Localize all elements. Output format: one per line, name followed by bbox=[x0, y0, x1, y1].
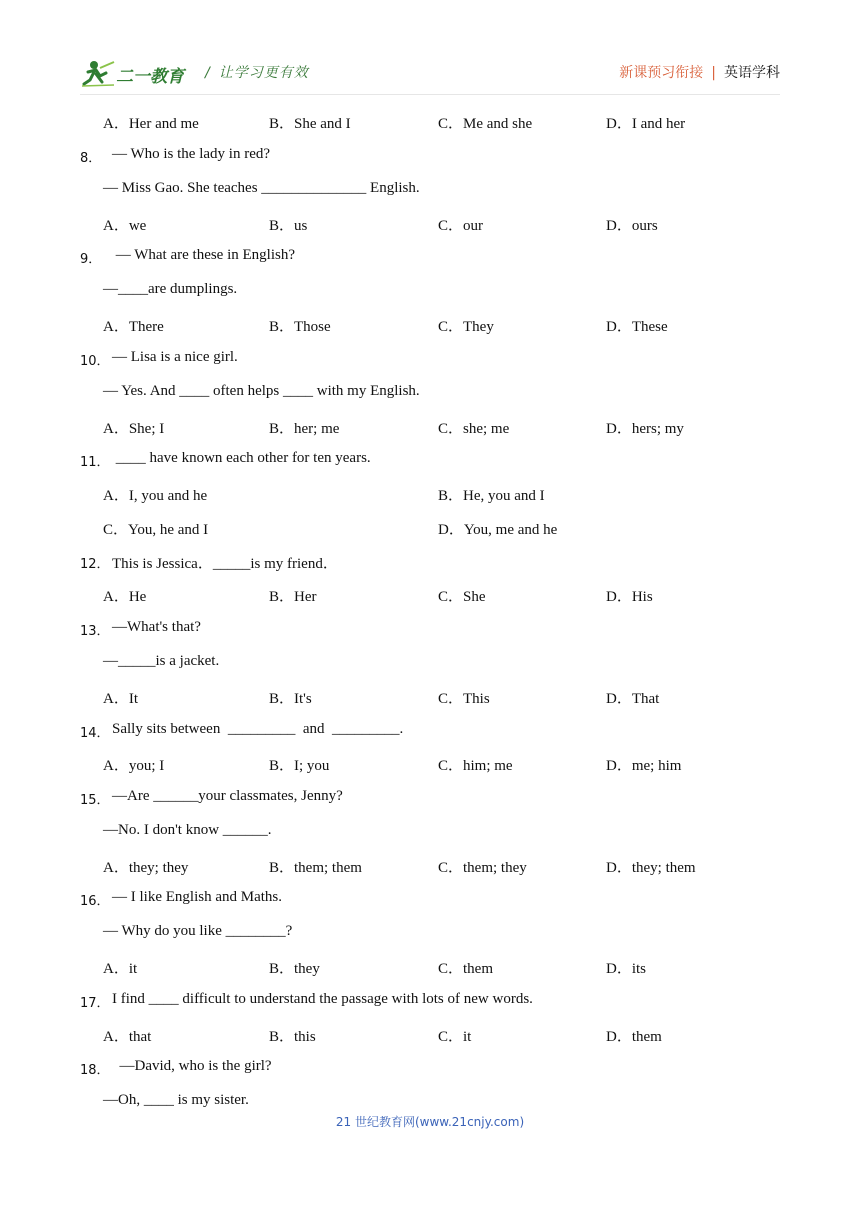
answer-option-c[interactable]: C．him; me bbox=[438, 758, 513, 774]
answer-option-c[interactable]: C．They bbox=[438, 319, 494, 335]
answer-option-b[interactable]: B．I; you bbox=[269, 758, 330, 774]
answer-option-b[interactable]: B．He, you and I bbox=[438, 488, 545, 504]
question-stem: This is Jessica．_____is my friend． bbox=[112, 556, 338, 572]
answer-option-a[interactable]: A．it bbox=[103, 961, 138, 977]
question-stem: — I like English and Maths. bbox=[112, 889, 282, 905]
question-stem: —What's that? bbox=[112, 619, 201, 635]
answer-option-d[interactable]: D．These bbox=[606, 319, 668, 335]
answer-option-a[interactable]: A．It bbox=[103, 691, 138, 707]
answer-option-a[interactable]: A．He bbox=[103, 589, 147, 605]
answer-option-c[interactable]: C．them; they bbox=[438, 860, 527, 876]
question-stem-continued: —No. I don't know ______. bbox=[103, 822, 272, 838]
page-header bbox=[80, 54, 780, 90]
logo-text: 二一教育 bbox=[116, 67, 184, 87]
answer-option-d[interactable]: D．That bbox=[606, 691, 660, 707]
question-stem-continued: — Miss Gao. She teaches ______________ English. bbox=[103, 180, 420, 196]
slogan: / 让学习更有效 bbox=[205, 65, 309, 81]
answer-option-c[interactable]: C．You, he and I bbox=[103, 522, 209, 538]
answer-option-d[interactable]: D．ours bbox=[606, 218, 658, 234]
question-number: 17． bbox=[80, 996, 110, 1011]
answer-option-d[interactable]: D．You, me and he bbox=[438, 522, 558, 538]
question-number: 13． bbox=[80, 624, 110, 639]
question-number: 15． bbox=[80, 793, 110, 808]
question-stem: — What are these in English? bbox=[112, 247, 296, 263]
question-stem: ____ have known each other for ten years. bbox=[112, 450, 371, 466]
answer-option-d[interactable]: D．hers; my bbox=[606, 421, 684, 437]
answer-option-a[interactable]: A．Her and me bbox=[103, 116, 199, 132]
subject-label: 英语学科 bbox=[724, 65, 780, 81]
answer-option-d[interactable]: D．its bbox=[606, 961, 647, 977]
answer-option-a[interactable]: A．we bbox=[103, 218, 147, 234]
answer-option-d[interactable]: D．they; them bbox=[606, 860, 696, 876]
logo bbox=[80, 58, 190, 88]
answer-option-a[interactable]: A．that bbox=[103, 1029, 152, 1045]
question-stem: I find ____ difficult to understand the passage with lots of new words. bbox=[112, 991, 533, 1007]
answer-option-b[interactable]: B．they bbox=[269, 961, 320, 977]
question-stem: —Are ______your classmates, Jenny? bbox=[112, 788, 343, 804]
answer-option-a[interactable]: A．I, you and he bbox=[103, 488, 208, 504]
question-number: 18． bbox=[80, 1063, 110, 1078]
answer-option-a[interactable]: A．you; I bbox=[103, 758, 165, 774]
question-stem: — Who is the lady in red? bbox=[112, 146, 271, 162]
answer-option-b[interactable]: B．Her bbox=[269, 589, 317, 605]
answer-option-b[interactable]: B．Those bbox=[269, 319, 331, 335]
question-number: 12． bbox=[80, 557, 110, 572]
question-number: 9． bbox=[80, 252, 102, 267]
answer-option-c[interactable]: C．She bbox=[438, 589, 486, 605]
question-number: 11． bbox=[80, 455, 110, 470]
question-stem: — Lisa is a nice girl. bbox=[112, 349, 238, 365]
answer-option-a[interactable]: A．they; they bbox=[103, 860, 189, 876]
slogan-text: 让学习更有效 bbox=[218, 65, 309, 81]
answer-option-b[interactable]: B．us bbox=[269, 218, 308, 234]
question-stem-continued: —____are dumplings. bbox=[103, 281, 238, 297]
question-number: 8． bbox=[80, 151, 102, 166]
question-number: 14． bbox=[80, 726, 110, 741]
answer-option-b[interactable]: B．this bbox=[269, 1029, 316, 1045]
answer-option-d[interactable]: D．His bbox=[606, 589, 653, 605]
preview-label: 新课预习衔接 bbox=[619, 65, 704, 81]
question-stem: Sally sits between _________ and _________. bbox=[112, 721, 404, 737]
question-stem: —David, who is the girl? bbox=[112, 1058, 272, 1074]
answer-option-c[interactable]: C．it bbox=[438, 1029, 472, 1045]
header-right bbox=[619, 62, 780, 82]
answer-option-c[interactable]: C．our bbox=[438, 218, 484, 234]
answer-option-d[interactable]: D．them bbox=[606, 1029, 662, 1045]
question-number: 16． bbox=[80, 894, 110, 909]
answer-option-c[interactable]: C．Me and she bbox=[438, 116, 533, 132]
answer-option-b[interactable]: B．She and I bbox=[269, 116, 351, 132]
question-stem-continued: —_____is a jacket. bbox=[103, 653, 220, 669]
question-stem-continued: — Why do you like ________? bbox=[103, 923, 293, 939]
answer-option-d[interactable]: D．me; him bbox=[606, 758, 682, 774]
question-stem-continued: —Oh, ____ is my sister. bbox=[103, 1092, 249, 1108]
answer-option-c[interactable]: C．This bbox=[438, 691, 490, 707]
answer-option-c[interactable]: C．them bbox=[438, 961, 493, 977]
answer-option-b[interactable]: B．It's bbox=[269, 691, 312, 707]
header-separator: | bbox=[711, 65, 716, 81]
answer-option-b[interactable]: B．them; them bbox=[269, 860, 362, 876]
question-number: 10． bbox=[80, 354, 110, 369]
answer-option-c[interactable]: C．she; me bbox=[438, 421, 510, 437]
answer-option-a[interactable]: A．She; I bbox=[103, 421, 165, 437]
question-stem-continued: — Yes. And ____ often helps ____ with my English. bbox=[103, 383, 420, 399]
page-footer: 21 世纪教育网(www.21cnjy.com) bbox=[335, 1115, 525, 1129]
header-divider bbox=[80, 94, 780, 95]
answer-option-d[interactable]: D．I and her bbox=[606, 116, 686, 132]
answer-option-a[interactable]: A．There bbox=[103, 319, 164, 335]
answer-option-b[interactable]: B．her; me bbox=[269, 421, 340, 437]
